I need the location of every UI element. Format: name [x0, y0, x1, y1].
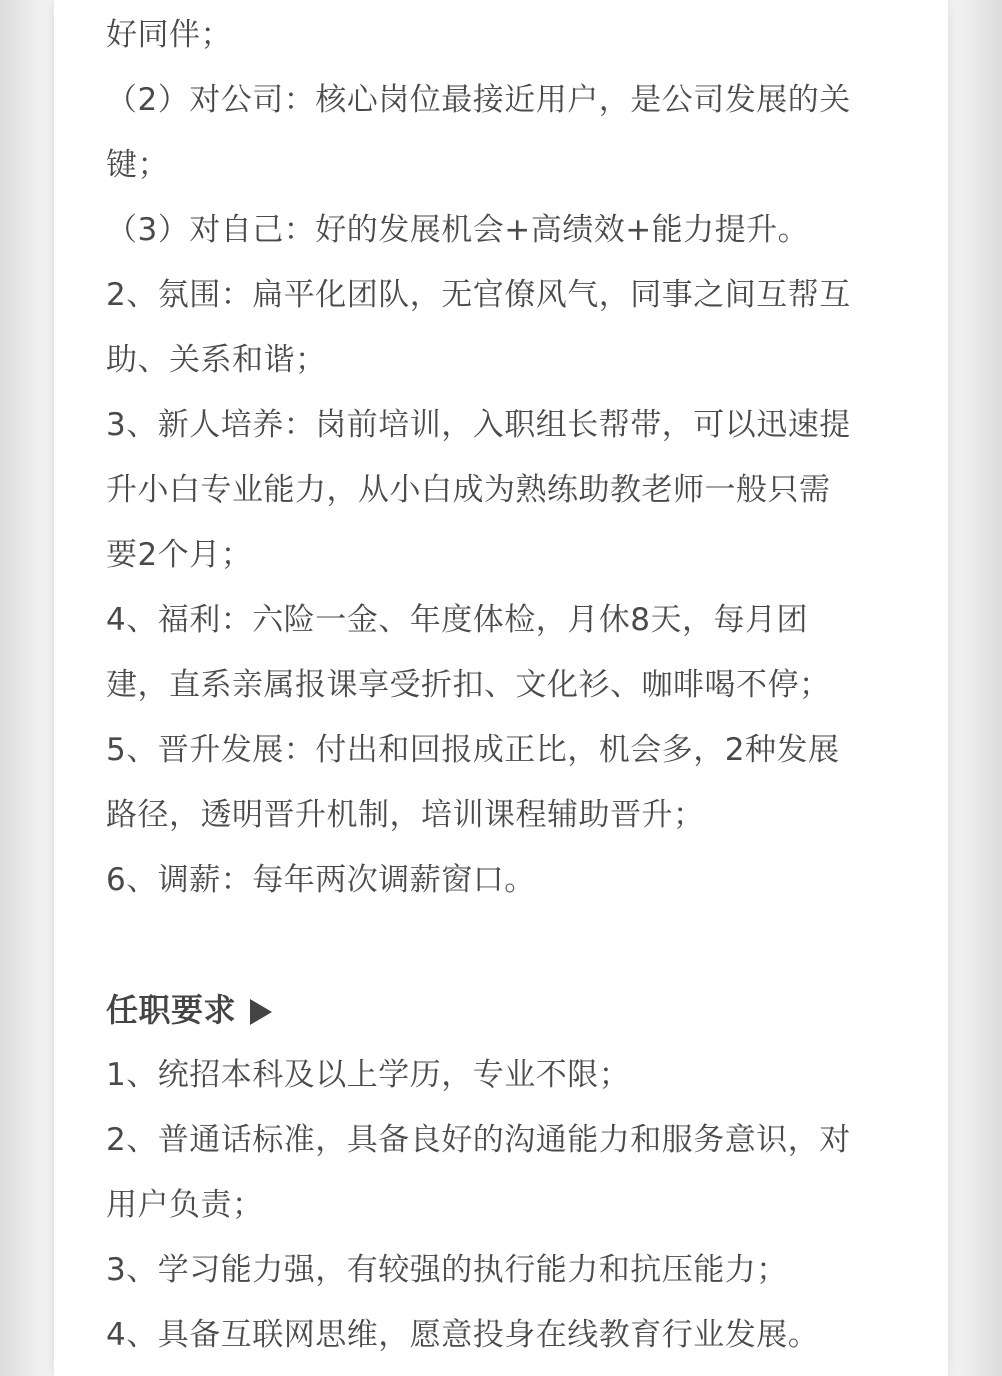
requirement-line: 2、普通话标准，具备良好的沟通能力和服务意识，对 — [106, 1122, 851, 1158]
text-line: （3）对自己：好的发展机会+高绩效+能力提升。 — [106, 212, 810, 248]
text-line: 键； — [106, 147, 169, 183]
text-line: 要2个月； — [106, 537, 253, 573]
text-line: （2）对公司：核心岗位最接近用户，是公司发展的关 — [106, 82, 851, 118]
text-line: 5、晋升发展：付出和回报成正比，机会多，2种发展 — [106, 732, 840, 768]
section-heading — [106, 985, 272, 1035]
text-line: 3、新人培养：岗前培训，入职组长帮带，可以迅速提 — [106, 407, 851, 443]
text-line: 路径，透明晋升机制，培训课程辅助晋升； — [106, 797, 705, 833]
text-line: 2、氛围：扁平化团队，无官僚风气，同事之间互帮互 — [106, 277, 851, 313]
text-line: 6、调薪：每年两次调薪窗口。 — [106, 862, 536, 898]
text-line: 4、福利：六险一金、年度体检，月休8天，每月团 — [106, 602, 808, 638]
requirement-line: 1、统招本科及以上学历，专业不限； — [106, 1057, 631, 1093]
requirement-line: 3、学习能力强，有较强的执行能力和抗压能力； — [106, 1252, 788, 1288]
text-line: 助、关系和谐； — [106, 342, 327, 378]
requirement-line: 4、具备互联网思维，愿意投身在线教育行业发展。 — [106, 1317, 820, 1353]
text-line: 建，直系亲属报课享受折扣、文化衫、咖啡喝不停； — [106, 667, 831, 703]
section-heading-label: 任职要求 — [106, 991, 237, 1029]
play-triangle-icon — [250, 999, 272, 1025]
text-line: 升小白专业能力，从小白成为熟练助教老师一般只需 — [106, 472, 831, 508]
requirement-line: 用户负责； — [106, 1187, 264, 1223]
text-line: 好同伴； — [106, 17, 232, 53]
